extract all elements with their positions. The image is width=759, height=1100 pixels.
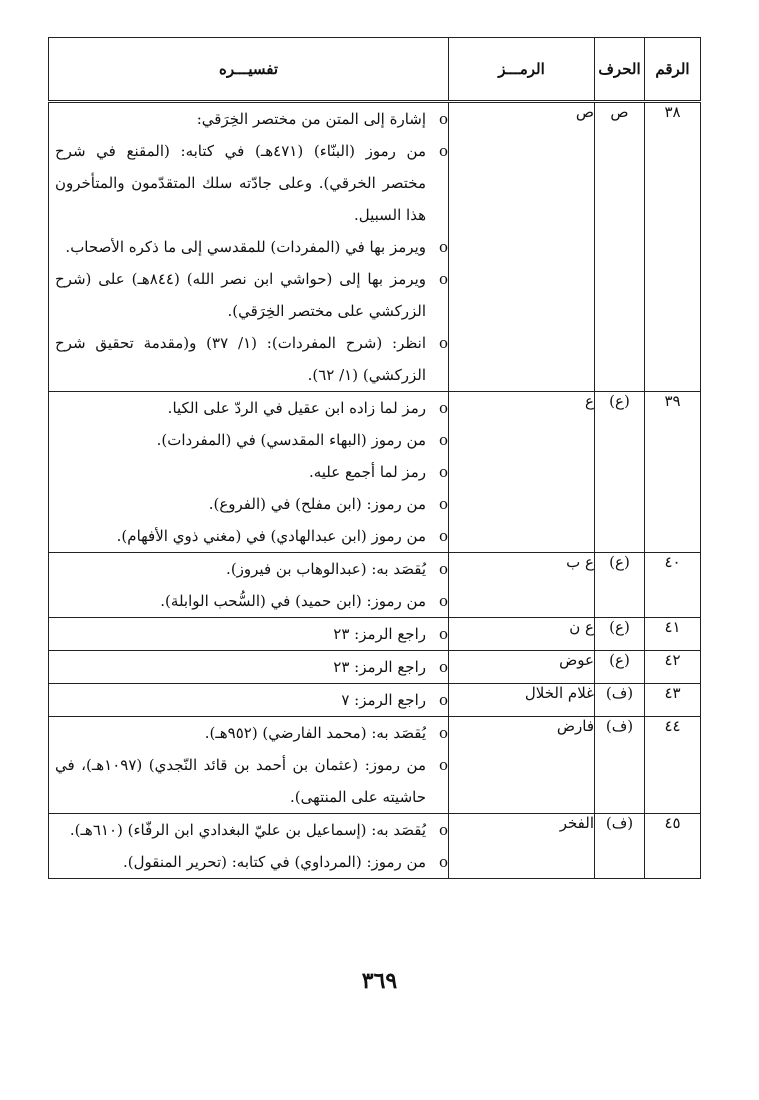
bullet-icon: o [438,238,448,256]
bullet-icon: o [438,463,448,481]
entry-text: رمز لما زاده ابن عقيل في الردّ على الكيا. [167,399,426,417]
row-number: ٤٤ [645,717,701,814]
row-symbol: الفخر [449,814,595,879]
row-number: ٤١ [645,618,701,651]
entry-text: راجع الرمز: ٢٣ [333,658,426,676]
row-number: ٣٩ [645,392,701,553]
explanation-entry [49,553,448,585]
bullet-icon: o [438,495,448,513]
bullet-icon: o [438,691,448,709]
bullet-icon: o [438,142,448,160]
row-symbol: عوض [449,651,595,684]
entry-text: راجع الرمز: ٢٣ [333,625,426,643]
row-explanation [49,392,449,553]
bullet-icon: o [438,270,448,288]
entry-text: من رموز: (عثمان بن أحمد بن قائد النّجدي) (١٠٩٧هـ)، في حاشيته على المنتهى). [55,756,426,806]
entry-text: رمز لما أجمع عليه. [308,463,426,481]
bullet-icon: o [438,592,448,610]
symbols-table [48,37,701,879]
row-number: ٤٠ [645,553,701,618]
table-row [49,814,701,879]
entry-text: يُقصَد به: (محمد الفارضي) (٩٥٢هـ). [204,724,426,742]
row-number: ٤٢ [645,651,701,684]
explanation-entry [49,520,448,552]
explanation-entry [49,585,448,617]
row-letter: (ف) [595,814,645,879]
row-explanation [49,553,449,618]
page-number: ٣٦٩ [361,968,398,994]
bullet-icon: o [438,110,448,128]
explanation-entry [49,717,448,749]
row-explanation [49,102,449,392]
row-letter: (ع) [595,553,645,618]
entry-text: ويرمز بها إلى (حواشي ابن نصر الله) (٨٤٤هـ) على (شرح الزركشي على مختصر الخِرَقي). [55,270,426,320]
bullet-icon: o [438,431,448,449]
bullet-icon: o [438,658,448,676]
row-number: ٤٥ [645,814,701,879]
entry-text: يُقصَد به: (إسماعيل بن عليّ البغدادي ابن الرفّاء) (٦١٠هـ). [69,821,426,839]
bullet-icon: o [438,724,448,742]
entry-text: من رموز (البنّاء) (٤٧١هـ) في كتابه: (المقنع في شرح مختصر الخرقي). وعلى جادّته سلك المتقدّمون والمتأخرون هذا السبيل. [55,142,426,224]
explanation-entry [49,263,448,327]
explanation-entry [49,103,448,135]
row-letter: (ف) [595,717,645,814]
entry-text: راجع الرمز: ٧ [341,691,426,709]
row-explanation [49,618,449,651]
table-row [49,651,701,684]
bullet-icon: o [438,334,448,352]
explanation-entry [49,814,448,846]
row-letter: (ع) [595,392,645,553]
entry-text: من رموز (ابن عبدالهادي) في (مغني ذوي الأفهام). [116,527,426,545]
explanation-entry [49,846,448,878]
row-explanation [49,717,449,814]
row-explanation [49,814,449,879]
row-symbol: فارض [449,717,595,814]
explanation-entry [49,327,448,391]
header-explanation: تفسيـــره [49,38,449,102]
entry-text: من رموز: (ابن مفلح) في (الفروع). [208,495,426,513]
entry-text: إشارة إلى المتن من مختصر الخِرَقي: [196,110,426,128]
header-num: الرقم [645,38,701,102]
bullet-icon: o [438,625,448,643]
bullet-icon: o [438,853,448,871]
bullet-icon: o [438,821,448,839]
bullet-icon: o [438,756,448,774]
header-symbol: الرمـــز [449,38,595,102]
row-letter: (ف) [595,684,645,717]
explanation-entry [49,618,448,650]
explanation-entry [49,135,448,231]
table-row [49,553,701,618]
row-explanation [49,651,449,684]
explanation-entry [49,684,448,716]
row-symbol: ع ن [449,618,595,651]
entry-text: ويرمز بها في (المفردات) للمقدسي إلى ما ذكره الأصحاب. [65,238,426,256]
entry-text: يُقصَد به: (عبدالوهاب بن فيروز). [226,560,426,578]
bullet-icon: o [438,560,448,578]
entry-text: من رموز: (ابن حميد) في (السُّحب الوابلة). [160,592,426,610]
row-symbol: ع ب [449,553,595,618]
table-header-row [49,38,701,102]
explanation-entry [49,488,448,520]
entry-text: من رموز: (المرداوي) في كتابه: (تحرير المنقول). [122,853,426,871]
table-row [49,618,701,651]
table-row [49,392,701,553]
row-letter: (ع) [595,618,645,651]
row-symbol: ص [449,102,595,392]
row-number: ٣٨ [645,102,701,392]
explanation-entry [49,651,448,683]
row-symbol: غلام الخلال [449,684,595,717]
explanation-entry [49,392,448,424]
bullet-icon: o [438,399,448,417]
row-letter: (ع) [595,651,645,684]
header-letter: الحرف [595,38,645,102]
explanation-entry [49,231,448,263]
entry-text: من رموز (البهاء المقدسي) في (المفردات). [156,431,426,449]
table-row [49,102,701,392]
bullet-icon: o [438,527,448,545]
table-row [49,717,701,814]
table-row [49,684,701,717]
row-letter: ص [595,102,645,392]
explanation-entry [49,749,448,813]
row-number: ٤٣ [645,684,701,717]
row-symbol: ع [449,392,595,553]
row-explanation [49,684,449,717]
entry-text: انظر: (شرح المفردات): (١/ ٣٧) و(مقدمة تحقيق شرح الزركشي) (١/ ٦٢). [55,334,426,384]
explanation-entry [49,456,448,488]
explanation-entry [49,424,448,456]
